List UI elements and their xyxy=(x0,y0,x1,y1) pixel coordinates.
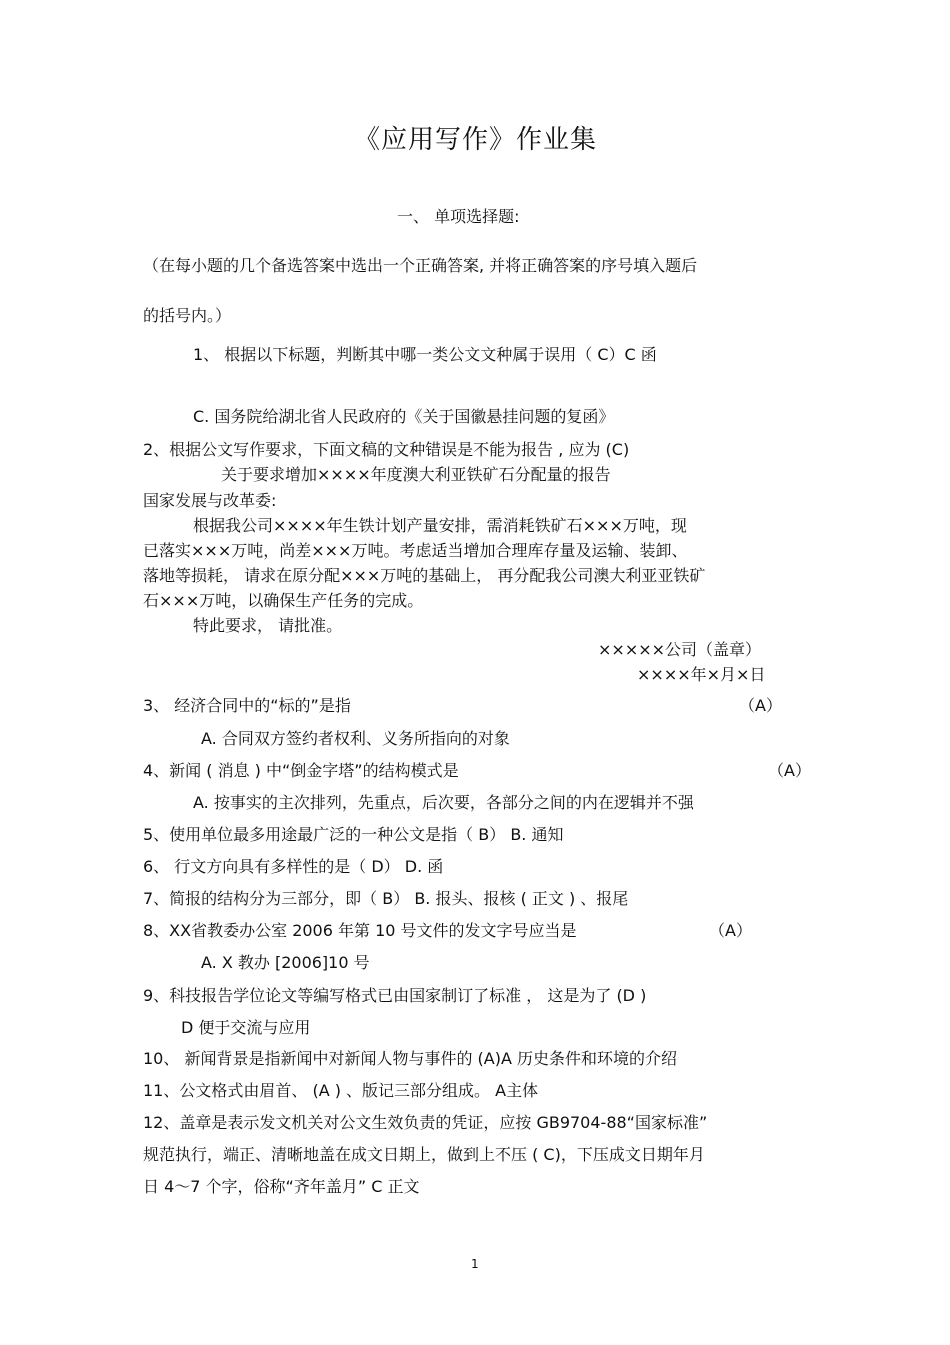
sample-addressee: 国家发展与改革委: xyxy=(143,491,277,510)
question-3-stem: 3、 经济合同中的“标的”是指 xyxy=(143,696,351,715)
sample-date: ××××年×月×日 xyxy=(637,665,766,684)
question-8-stem: 8、XX省教委办公室 2006 年第 10 号文件的发文字号应当是 xyxy=(143,921,577,940)
question-3-answer: （A） xyxy=(739,696,782,715)
sample-body-line: 石×××万吨，以确保生产任务的完成。 xyxy=(143,591,424,610)
question-5: 5、使用单位最多用途最广泛的一种公文是指（ B） B. 通知 xyxy=(143,825,564,844)
sample-title: 关于要求增加××××年度澳大利亚铁矿石分配量的报告 xyxy=(221,465,611,484)
question-12-line: 日 4～7 个字，俗称“齐年盖月” C 正文 xyxy=(143,1177,420,1196)
question-6: 6、 行文方向具有多样性的是（ D） D. 函 xyxy=(143,857,444,876)
sample-signature: ×××××公司（盖章） xyxy=(598,640,762,659)
question-1-option: C. 国务院给湖北省人民政府的《关于国徽悬挂问题的复函》 xyxy=(193,407,615,426)
sample-body-line: 落地等损耗， 请求在原分配×××万吨的基础上， 再分配我公司澳大利亚亚铁矿 xyxy=(143,566,706,585)
instruction-line-1: （在每小题的几个备选答案中选出一个正确答案, 并将正确答案的序号填入题后 xyxy=(143,256,698,275)
question-9-option: D 便于交流与应用 xyxy=(181,1018,311,1037)
question-7: 7、简报的结构分为三部分，即（ B） B. 报头、报核 ( 正文 ) 、报尾 xyxy=(143,889,629,908)
question-12-line: 12、盖章是表示发文机关对公文生效负责的凭证，应按 GB9704-88“国家标准” xyxy=(143,1113,708,1132)
sample-closing: 特此要求， 请批准。 xyxy=(193,616,343,635)
question-4-stem: 4、新闻 ( 消息 ) 中“倒金字塔”的结构模式是 xyxy=(143,761,459,780)
question-4-option: A. 按事实的主次排列，先重点，后次要，各部分之间的内在逻辑并不强 xyxy=(193,793,694,812)
sample-body-line: 已落实×××万吨，尚差×××万吨。考虑适当增加合理库存量及运输、装卸、 xyxy=(143,541,688,560)
question-8-option: A. X 教办 [2006]10 号 xyxy=(201,953,370,972)
page-number: 1 xyxy=(471,1257,479,1271)
question-2-stem: 2、根据公文写作要求，下面文稿的文种错误是不能为报告 , 应为 (C) xyxy=(143,440,630,459)
question-8-answer: （A） xyxy=(709,921,752,940)
page-title: 《应用写作》作业集 xyxy=(354,125,598,155)
section-heading: 一、 单项选择题: xyxy=(397,207,520,226)
sample-body-line: 根据我公司××××年生铁计划产量安排，需消耗铁矿石×××万吨，现 xyxy=(193,516,687,535)
question-10: 10、 新闻背景是指新闻中对新闻人物与事件的 (A)A 历史条件和环境的介绍 xyxy=(143,1049,677,1068)
question-3-option: A. 合同双方签约者权利、义务所指向的对象 xyxy=(201,729,510,748)
question-1-stem: 1、 根据以下标题，判断其中哪一类公文文种属于误用（ C）C 函 xyxy=(193,345,657,364)
question-12-line: 规范执行，端正、清晰地盖在成文日期上，做到上不压 ( C)，下压成文日期年月 xyxy=(143,1145,705,1164)
question-4-answer: （A） xyxy=(768,761,811,780)
question-11: 11、公文格式由眉首、 (A ) 、版记三部分组成。 A主体 xyxy=(143,1081,539,1100)
question-9-stem: 9、科技报告学位论文等编写格式已由国家制订了标准 ， 这是为了 (D ) xyxy=(143,986,647,1005)
instruction-line-2: 的括号内。） xyxy=(143,306,232,325)
